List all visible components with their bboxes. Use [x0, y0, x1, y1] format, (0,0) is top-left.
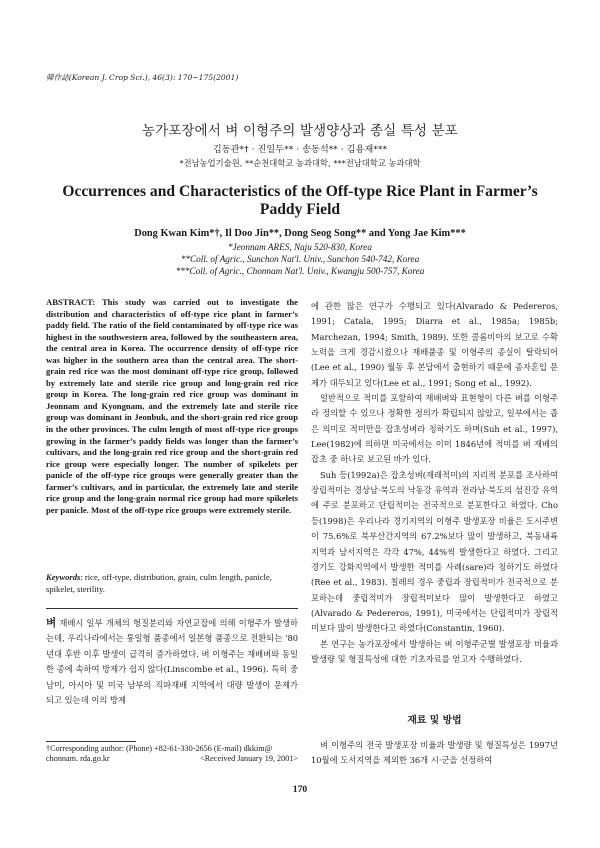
abstract-divider [46, 608, 298, 609]
footnote-email-rest: chonnam. rda.go.kr [46, 754, 110, 764]
affiliation-2: **Coll. of Agric., Sunchon Nat'l. Univ., Sunchon 540-742, Korea [180, 253, 420, 264]
paragraph: 본 연구는 농가포장에서 발생하는 벼 이형주군별 발생포장 비율과 발생량 및 형질특성에 대한 기초자료를 얻고자 수행하였다. [311, 638, 558, 664]
affiliations-korean: *전남농업기술원, **순천대학교 농과대학, ***전남대학교 농과대학 [179, 158, 421, 168]
journal-reference: 韓作誌(Korean J. Crop Sci.), 46(3): 170~175(2001) [46, 73, 239, 82]
affiliations-english [0, 242, 600, 277]
paragraph: Suh 등(1992a)은 잡초성벼(재래적미)의 지리적 분포를 조사하여 장립적미는 경상남·북도의 낙동강 유역과 전라남·북도의 섬진강 유역에 주로 분포하고 단립적미는 전국적으로 분포한다고 하였다. Cho 등(1998)은 우리나라 경기지역의 이형주 발생포장 비율은 도시주변이 75.6%로 북부산간지역의 67.2%보다 많이 발생하고, 북동내륙지역과 남서지역은 각각 47%, 44%씩 발생한다고 하였다. 그리고 경기도 강화지역에서 발생한 적미를 사례(sare)라 칭하기도 하였다(Ree et al., 1983). 칠레의 경우 중립과 장립적미가 전국적으로 분포하는데 중립적미가 장립적미보다 많이 발생한다고 하였고(Alvarado & Pedereros, 1991), 미국에서는 단립적미가 장립적미보다 많이 발생한다고 하였다(Constantin, 1960). [311, 469, 558, 634]
paragraph: 일반적으로 적미를 포함하여 재배벼와 표현형이 다른 벼를 이형주라 정의할 수 있으나 정확한 정의가 확립되지 않았고, 일부에서는 좁은 의미로 적미만을 잡초성벼라 칭하기도 하며(Suh et al., 1997), Lee(1982)에 의하면 미국에서는 이미 1846년에 적미를 벼 재배의 잡초 중 하나로 보고된 바가 있다. [311, 393, 558, 465]
page-number: 170 [292, 784, 308, 795]
footnote [46, 744, 298, 765]
right-column-text [311, 299, 558, 667]
abstract: ABSTRACT: This study was carried out to investigate the distribution and characteristics of off-type rice plant in farmer’s paddy field. The ratio of the field contaminated by off-type rice was highest in the southwestern area, followed by the southeastern area, the central area in Korea. The occurrence density of off-type rice was higher in the southern area than the central area. The short-grain red rice was the most dominant off-type rice group, followed by extremely late and sterile rice group and long-grain red rice group in Korea. The long-grain red rice group was dominant in Jeonnam and Kyongnam, and the extremely late and sterile rice group was dominant in Jeonbuk, and the short-grain red rice group in the other provinces. The culm length of most off-type rice groups growing in the farmer’s paddy fields was longer than the farmer’s cultivars, and the long-grain red rice group and the short-grain red rice group were especially longer. The number of spikelets per panicle of the off-type rice groups were generally greater than the farmer’s cultivars, and in particular, the extremely late and sterile rice group and the long-grain normal rice group had more spikelets per panicle. Most of the off-type rice groups were extremely sterile. [46, 297, 298, 515]
affiliation-1: *Jeonnam ARES, Naju 520-830, Korea [228, 242, 372, 252]
keywords-label: Keywords [46, 572, 81, 582]
paragraph: 에 관한 많은 연구가 수행되고 있다(Alvarado & Pedereros, 1991; Catala, 1995; Diarra et al., 1985a; 1985b; Marchezan, 1994; Smith, 1989). 또한 콜롬비아의 보고로 수확노력을 크게 경감시켰으나 재배품종 및 이형주의 종실이 탈락되어(Lee et al., 1990) 월동 후 본답에서 출현하기 때문에 종자혼입 문제가 대두되고 있다(Lee et al., 1991; Song et al., 1992). [311, 301, 558, 388]
title-korean: 농가포장에서 벼 이형주의 발생양상과 종실 특성 분포 [142, 124, 458, 139]
footnote-received: <Received January 19, 2001> [200, 754, 298, 764]
introduction-paragraph [46, 616, 298, 708]
methods-paragraph: 벼 이형주의 전국 발생포장 비율과 발생량 및 형질특성은 1997년 10월에 도서지역을 제외한 36개 시·군을 선정하여 [311, 740, 558, 766]
keywords-list: : rice, off-type, distribution, grain, culm length, panicle, spikelet, sterility. [46, 572, 272, 594]
authors-korean: 김동관*† · 진일두** · 송동석** · 김용재*** [212, 144, 388, 155]
authors-english: Dong Kwan Kim*†, Il Doo Jin**, Dong Seog Song** and Yong Jae Kim*** [134, 228, 466, 239]
footnote-divider [46, 741, 136, 742]
section-heading-methods: 재료 및 방법 [407, 715, 462, 726]
keywords [46, 572, 298, 595]
affiliation-3: ***Coll. of Agric., Chonnam Nat'l. Univ., Kwangju 500-757, Korea [175, 265, 425, 276]
intro-drop-word: 벼 [46, 617, 57, 629]
intro-text: 재배시 일부 개체의 형질분리와 자연교잡에 의해 이형주가 발생하는데, 우리나라에서는 통일형 품종에서 일본형 품종으로 전환되는 '80년대 후반 이후 발생이 급격히 증가하였다. 벼 이형주는 재배벼와 동일한 종에 속하여 방제가 쉽지 않다(Linscombe et al., 1996). 특히 중남미, 아시아 및 미국 남부의 직파재배 지역에서 대량 발생이 문제가 되고 있는데 이의 방제 [46, 618, 298, 706]
title-english: Occurrences and Characteristics of the Off-type Rice Plant in Farmer’s Paddy Field [62, 183, 538, 218]
footnote-corresponding: †Corresponding author: (Phone) +82-61-330-2656 (E-mail) dkkim@ [46, 744, 273, 753]
